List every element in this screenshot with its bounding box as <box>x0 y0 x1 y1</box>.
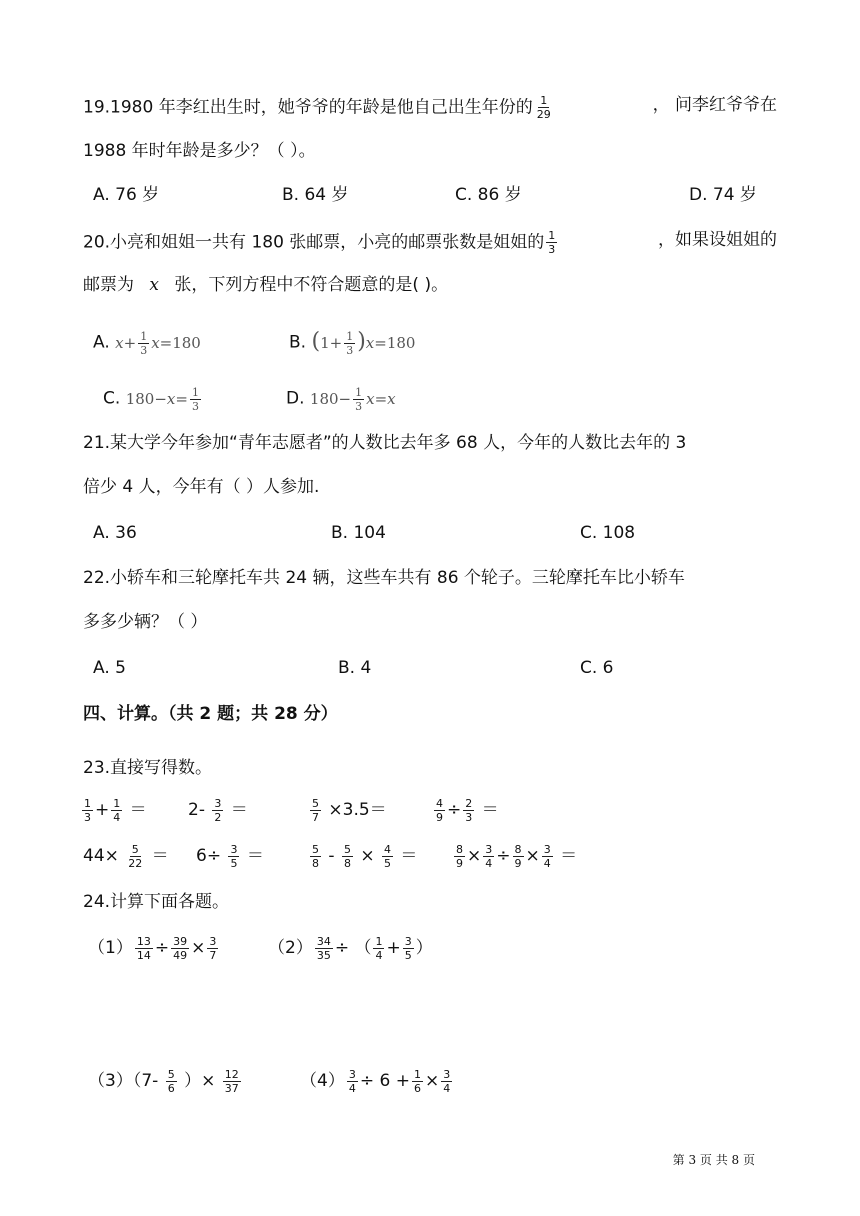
q23-title: 23.直接写得数。 <box>83 758 213 778</box>
q21-line1: 21.某大学今年参加“青年志愿者”的人数比去年多 68 人，今年的人数比去年的 3 <box>83 433 687 453</box>
q22-option-b: B. 4 <box>338 658 372 678</box>
q20-option-a: A. x+ $\frac{1}{3}$ x=180 <box>93 330 201 357</box>
q23-expr-6: 6÷ $\frac{3}{5}$ ＝ <box>196 842 264 870</box>
q24-problem-3: （3）（7- $\frac{5}{6}$ ）× $\frac{12}{37}$ <box>88 1067 239 1095</box>
q22-line2: 多多少辆？（ ） <box>83 612 208 632</box>
q23-expr-3: $\frac{5}{7}$ ×3.5＝ <box>312 796 387 824</box>
q20-option-d: D. 180− $\frac{1}{3}$ x=x <box>286 386 396 413</box>
q23-expr-1: $\frac{1}{3}$ + $\frac{1}{4}$ ＝ <box>84 796 147 824</box>
q20-option-c-equation: 180−x= $\frac{1}{3}$ <box>125 386 199 413</box>
q20-line1: 20.小亮和姐姐一共有 180 张邮票，小亮的邮票张数是姐姐的 $\frac{1}{3}$ ，如果设姐姐的 <box>83 229 777 256</box>
q20-option-d-equation: 180− $\frac{1}{3}$ x=x <box>309 386 396 413</box>
q21-line2: 倍少 4 人，今年有（ ）人参加. <box>83 477 320 497</box>
q24-problem-4: （4） $\frac{3}{4}$ ÷ 6 + $\frac{1}{6}$ × $\frac{3}{4}$ <box>300 1067 451 1095</box>
section-heading: 四、计算。（共 2 题；共 28 分） <box>83 704 338 724</box>
q19-fraction: $\frac{1}{29}$ <box>536 94 551 121</box>
q23-expr-2: 2- $\frac{3}{2}$ ＝ <box>188 796 248 824</box>
q19-line1: 19.1980 年李红出生时，她爷爷的年龄是他自己出生年份的 $\frac{1}{29}$ ， 问李红爷爷在 <box>83 94 777 121</box>
q23-expr-5: 44× $\frac{5}{22}$ ＝ <box>83 842 169 870</box>
q24-title: 24.计算下面各题。 <box>83 892 230 912</box>
q21-option-a: A. 36 <box>93 523 137 543</box>
q19-option-b: B. 64 岁 <box>282 185 349 205</box>
q22-line1: 22.小轿车和三轮摩托车共 24 辆，这些车共有 86 个轮子。三轮摩托车比小轿车 <box>83 568 685 588</box>
q23-expr-4: $\frac{4}{9}$ ÷ $\frac{2}{3}$ ＝ <box>436 796 499 824</box>
q20-option-b: B. (1+ $\frac{1}{3}$ )x=180 <box>289 328 416 357</box>
q20-option-b-equation: (1+ $\frac{1}{3}$ )x=180 <box>311 328 416 357</box>
q20-option-a-equation: x+ $\frac{1}{3}$ x=180 <box>115 330 201 357</box>
q24-problem-2: （2） $\frac{34}{35}$ ÷ （ $\frac{1}{4}$ + $\frac{3}{5}$ ） <box>268 934 433 962</box>
q20-line2: 邮票为 x 张，下列方程中不符合题意的是( )。 <box>83 275 449 295</box>
q24-problem-1: （1） $\frac{13}{14}$ ÷ $\frac{39}{49}$ × $\frac{3}{7}$ <box>88 934 217 962</box>
q19-option-a: A. 76 岁 <box>93 185 160 205</box>
q23-expr-7: $\frac{5}{8}$ - $\frac{5}{8}$ × $\frac{4}{5}$ ＝ <box>312 842 418 870</box>
q20-option-c: C. 180−x= $\frac{1}{3}$ <box>103 386 203 413</box>
q20-fraction: $\frac{1}{3}$ <box>548 229 556 256</box>
q19-option-c: C. 86 岁 <box>455 185 522 205</box>
page-number: 第 3 页 共 8 页 <box>672 1153 755 1167</box>
q21-option-b: B. 104 <box>331 523 386 543</box>
q23-expr-8: $\frac{8}{9}$ × $\frac{3}{4}$ ÷ $\frac{8}{9}$ × $\frac{3}{4}$ ＝ <box>456 842 578 870</box>
q21-option-c: C. 108 <box>580 523 636 543</box>
q22-option-c: C. 6 <box>580 658 614 678</box>
q22-option-a: A. 5 <box>93 658 126 678</box>
q19-option-d: D. 74 岁 <box>689 185 757 205</box>
q19-line2: 1988 年时年龄是多少？（ ）。 <box>83 141 316 161</box>
